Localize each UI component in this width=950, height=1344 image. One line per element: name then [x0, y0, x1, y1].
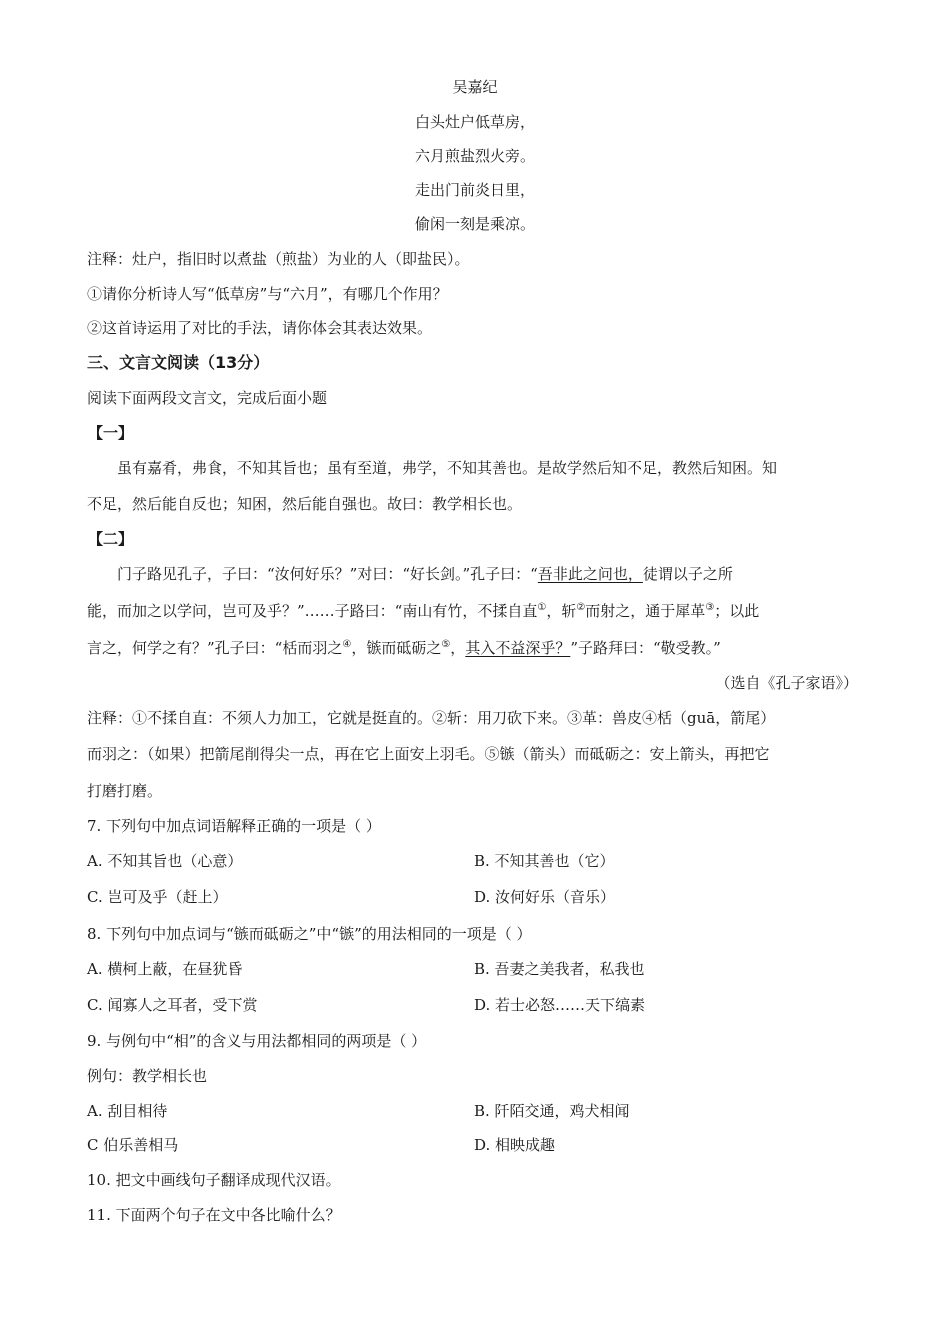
poem-note: 注释：灶户，指旧时以煮盐（煎盐）为业的人（即盐民）。: [87, 250, 470, 268]
q9-example: 例句：教学相长也: [87, 1067, 208, 1085]
notes-line-2: 而羽之：（如果）把箭尾削得尖一点，再在它上面安上羽毛。⑤镞（箭头）而砥砺之：安上箭头，再把它: [87, 745, 770, 763]
q8-option-a: A. 横柯上蔽，在昼犹昏: [87, 960, 243, 978]
q8-option-d: D. 若士必怒……天下缟素: [474, 996, 646, 1014]
passage2-line-1: 门子路见孔子，子曰：“汝何好乐？”对曰：“好长剑。”孔子曰：“吾非此之问也，徒谓以子之所: [117, 565, 733, 583]
passage2-source: （选自《孔子家语》）: [715, 674, 858, 692]
q11-stem: 11. 下面两个句子在文中各比喻什么？: [87, 1206, 341, 1224]
q8-stem: 8. 下列句中加点词与“镞而砥砺之”中“镞”的用法相同的一项是（ ）: [87, 925, 532, 943]
q8-option-b: B. 吾妻之美我者，私我也: [474, 960, 645, 978]
q9-option-c: C 伯乐善相马: [87, 1136, 179, 1154]
poem-line-2: 六月煎盐烈火旁。: [414, 147, 535, 165]
notes-line-1: 注释：①不揉自直：不须人力加工，它就是挺直的。②斩：用刀砍下来。③革：兽皮④栝（guā，箭尾）: [87, 709, 776, 727]
poem-line-3: 走出门前炎日里，: [414, 181, 535, 199]
q9-option-d: D. 相映成趣: [474, 1136, 556, 1154]
q7-option-a: A. 不知其旨也（心意）: [87, 852, 243, 870]
q8-option-c: C. 闻寡人之耳者，受下赏: [87, 996, 258, 1014]
q10-stem: 10. 把文中画线句子翻译成现代汉语。: [87, 1171, 341, 1189]
passage1-line-1: 虽有嘉肴，弗食，不知其旨也；虽有至道，弗学，不知其善也。是故学然后知不足，教然后知困。知: [117, 459, 778, 477]
poem-question-2: ②这首诗运用了对比的手法，请你体会其表达效果。: [87, 319, 433, 337]
q7-stem: 7. 下列句中加点词语解释正确的一项是（ ）: [87, 817, 381, 835]
q7-option-d: D. 汝何好乐（音乐）: [474, 888, 616, 906]
passage1-line-2: 不足，然后能自反也；知困，然后能自强也。故曰：教学相长也。: [87, 495, 523, 513]
passage2-line-3: 言之，何学之有？”孔子曰：“栝而羽之④，镞而砥砺之⑤，其入不益深乎？”子路拜曰：“敬受教。”: [87, 639, 721, 657]
underlined-sentence-2: 其入不益深乎？: [465, 639, 571, 657]
q9-option-a: A. 刮目相待: [87, 1102, 168, 1120]
q9-option-b: B. 阡陌交通，鸡犬相闻: [474, 1102, 630, 1120]
passage1-label: 【一】: [88, 424, 134, 442]
section-title: 三、文言文阅读（13分）: [87, 353, 270, 372]
poem-line-4: 偷闲一刻是乘凉。: [414, 215, 535, 233]
poem-author: 吴嘉纪: [452, 78, 498, 96]
passage2-label: 【二】: [88, 530, 134, 548]
passage2-line-2: 能，而加之以学问，岂可及乎？”……子路曰：“南山有竹，不揉自直①，斩②而射之，通于犀革③；以此: [87, 602, 760, 620]
q7-option-c: C. 岂可及乎（赶上）: [87, 888, 228, 906]
poem-line-1: 白头灶户低草房，: [414, 113, 535, 131]
q7-option-b: B. 不知其善也（它）: [474, 852, 615, 870]
q9-stem: 9. 与例句中“相”的含义与用法都相同的两项是（ ）: [87, 1032, 427, 1050]
poem-question-1: ①请你分析诗人写“低草房”与“六月”，有哪几个作用？: [87, 285, 448, 303]
notes-line-3: 打磨打磨。: [87, 782, 163, 800]
underlined-sentence-1: 吾非此之问也，: [537, 565, 643, 583]
section-instruction: 阅读下面两段文言文，完成后面小题: [87, 389, 328, 407]
